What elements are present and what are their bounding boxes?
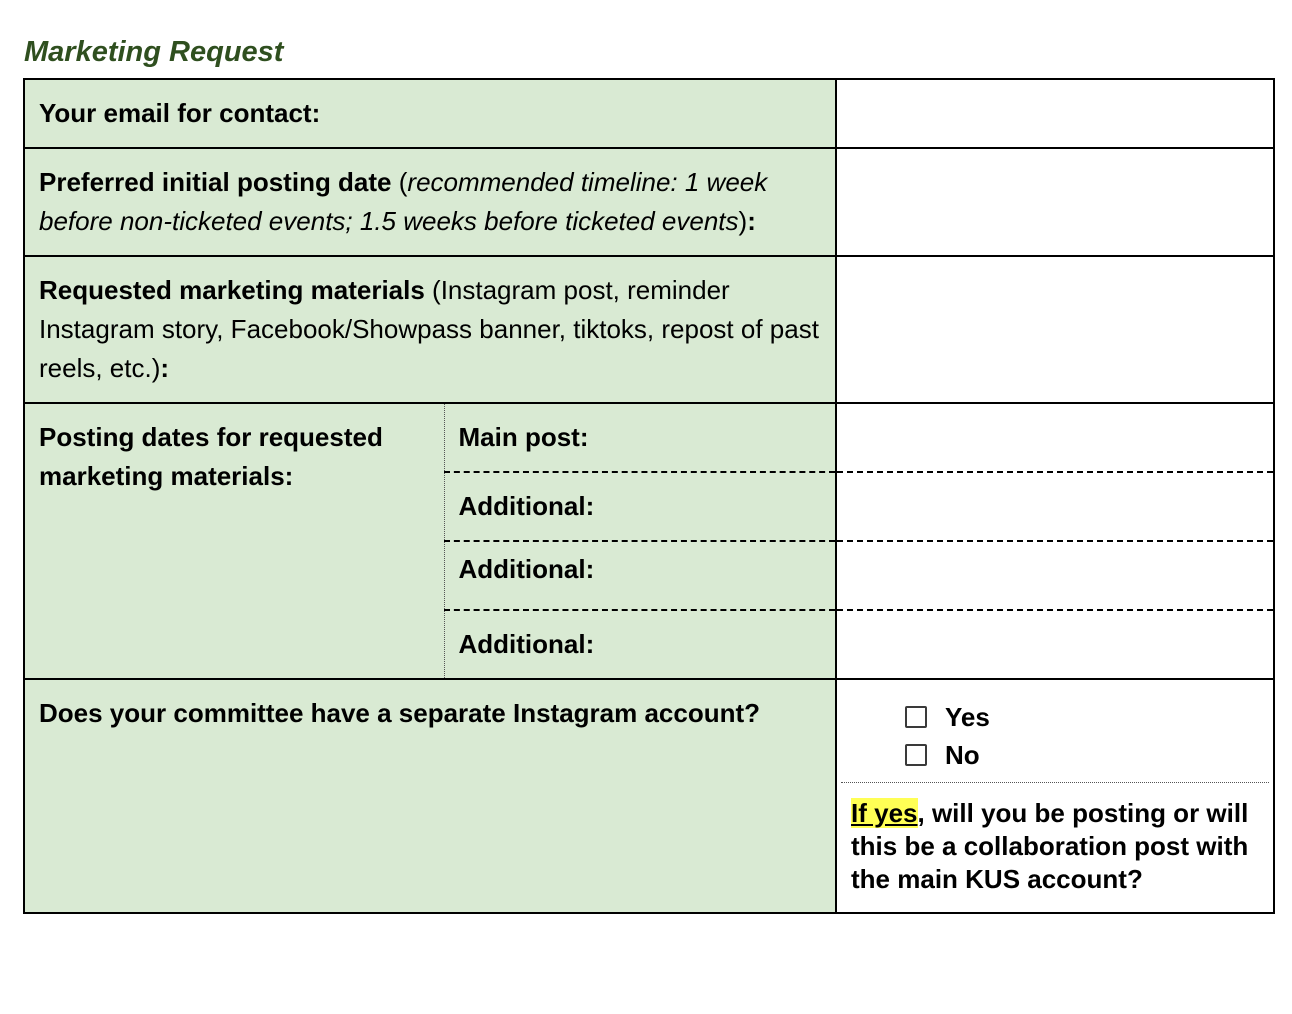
posting-dates-label: Posting dates for requested marketing materials: [39, 422, 383, 491]
followup-text: , will you be posting or will this be a collaboration post with the main KUS account? [851, 798, 1249, 894]
if-yes-highlight: If yes [851, 798, 918, 828]
additional-label-1: Additional: [444, 472, 836, 541]
additional-input-cell-2[interactable] [836, 541, 1274, 610]
no-label: No [945, 739, 980, 770]
additional-label-2: Additional: [444, 541, 836, 610]
initial-date-label-cell [24, 148, 836, 256]
option-no[interactable] [905, 736, 1255, 774]
materials-input-cell[interactable] [836, 256, 1274, 403]
instagram-options [841, 680, 1269, 783]
instagram-followup-question[interactable] [837, 783, 1273, 912]
posting-dates-label-cell [24, 403, 444, 679]
main-post-label: Main post: [444, 403, 836, 472]
initial-date-open-paren: ( [391, 167, 408, 197]
initial-date-label: Preferred initial posting date [39, 167, 392, 197]
initial-date-hint: recommended timeline: 1 week before non-ticketed events; 1.5 weeks before ticketed events [39, 167, 768, 236]
materials-hint: (Instagram post, reminder Instagram story, Facebook/Showpass banner, tiktoks, repost of past reels, etc.) [39, 275, 819, 383]
email-input-cell[interactable] [836, 79, 1274, 148]
email-label-cell [24, 79, 836, 148]
instagram-label-cell [24, 679, 836, 913]
posting-main-row [24, 403, 1274, 472]
materials-label: Requested marketing materials [39, 275, 425, 305]
initial-date-row [24, 148, 1274, 256]
main-post-input-cell[interactable] [836, 403, 1274, 472]
initial-date-input-cell[interactable] [836, 148, 1274, 256]
materials-colon: : [160, 353, 170, 383]
instagram-row [24, 679, 1274, 913]
yes-label: Yes [945, 701, 990, 732]
instagram-answer-cell [836, 679, 1274, 913]
option-yes[interactable] [905, 698, 1255, 736]
initial-date-colon: : [747, 206, 756, 236]
no-checkbox[interactable] [905, 744, 927, 766]
marketing-request-form [23, 78, 1275, 914]
page-title: Marketing Request [24, 36, 284, 68]
yes-checkbox[interactable] [905, 706, 927, 728]
additional-label-3: Additional: [444, 610, 836, 679]
materials-row [24, 256, 1274, 403]
email-row [24, 79, 1274, 148]
additional-input-cell-3[interactable] [836, 610, 1274, 679]
instagram-question: Does your committee have a separate Instagram account? [39, 698, 761, 728]
initial-date-close-paren: ) [738, 206, 748, 236]
materials-label-cell [24, 256, 836, 403]
email-label: Your email for contact: [39, 98, 321, 128]
additional-input-cell-1[interactable] [836, 472, 1274, 541]
